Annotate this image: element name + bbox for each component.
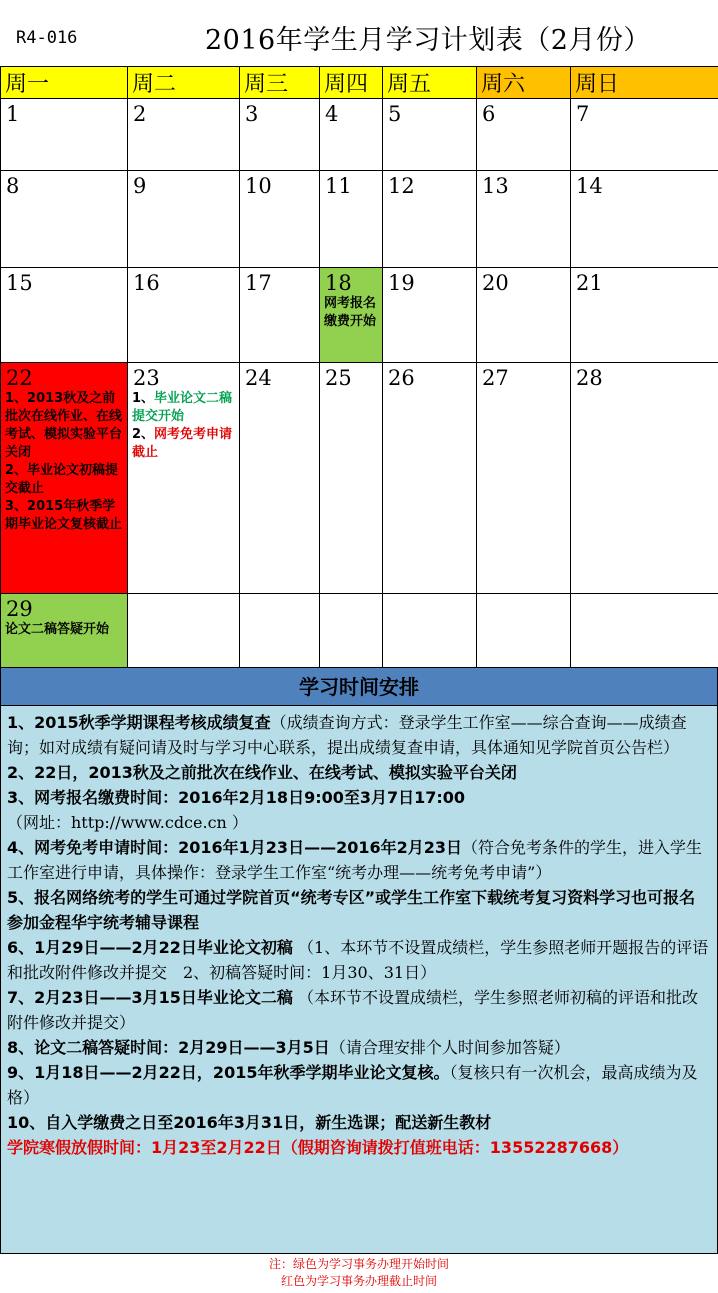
item-bold: 8、论文二稿答疑时间：2月29日——3月5日 — [7, 1038, 330, 1057]
weekday-fri: 周五 — [383, 67, 477, 99]
week-row-2 — [1, 171, 718, 268]
day-cell — [571, 171, 718, 268]
item-bold: 10、自入学缴费之日至2016年3月31日，新生选课；配送新生教材 — [7, 1113, 492, 1132]
day-number: 17 — [245, 271, 272, 295]
day-cell — [128, 268, 240, 363]
day-number: 29 — [6, 597, 33, 621]
item-detail: （符合免考条件的学生，进入学生工作室进行申请，具体操作：登录学生工作室“统考办理——统考免考申请”） — [7, 838, 703, 882]
weekday-sat: 周六 — [477, 67, 571, 99]
schedule-item-5 — [7, 885, 711, 935]
weekday-header-row — [1, 67, 718, 99]
week-row-3 — [1, 268, 718, 363]
day-cell-29-start — [1, 594, 128, 668]
day-cell — [240, 99, 320, 171]
day-cell — [477, 363, 571, 594]
day-number: 1 — [6, 102, 20, 126]
day-cell — [383, 363, 477, 594]
item-bold: 3、网考报名缴费时间：2016年2月18日9:00至3月7日17:00 — [7, 788, 466, 807]
day-number: 12 — [388, 174, 415, 198]
item-bold: 7、2月23日——3月15日毕业论文二稿 — [7, 988, 293, 1007]
empty-cell — [383, 594, 477, 668]
day-number: 9 — [133, 174, 147, 198]
note-prefix: 1、 — [132, 391, 155, 407]
empty-cell — [320, 594, 383, 668]
empty-cell — [571, 594, 718, 668]
schedule-item-4 — [7, 835, 711, 885]
item-detail: （1、本环节不设置成绩栏，学生参照老师开题报告的评语和批改附件修改并提交 2、初稿答疑时间：1月30、31日） — [7, 938, 709, 982]
day-cell-23 — [128, 363, 240, 594]
day-cell — [320, 363, 383, 594]
page-title: 2016年学生月学习计划表（2月份） — [205, 25, 651, 56]
day-number: 21 — [576, 271, 603, 295]
note-text-red: 网考免考申请截止 — [132, 427, 233, 461]
item-bold: 4、网考免考申请时间：2016年1月23日——2016年2月23日 — [7, 838, 462, 857]
day-cell — [128, 99, 240, 171]
item-bold: 5、报名网络统考的学生可通过学院首页“统考专区”或学生工作室下载统考复习资料学习也可报名参加金程华宇统考辅导课程 — [7, 888, 696, 932]
note-prefix: 2、 — [132, 427, 155, 443]
footnote-red-legend: 红色为学习事务办理截止时间 — [280, 1274, 437, 1288]
week-row-5 — [1, 594, 718, 668]
day-cell — [477, 268, 571, 363]
item-detail: （本环节不设置成绩栏，学生参照老师初稿的评语和批改附件修改并提交） — [7, 988, 699, 1032]
day-number: 20 — [482, 271, 509, 295]
note-text-green: 毕业论文二稿提交开始 — [132, 391, 233, 425]
day-number: 3 — [245, 102, 259, 126]
week-row-4 — [1, 363, 718, 594]
schedule-item-8 — [7, 1035, 711, 1060]
day-number: 2 — [133, 102, 147, 126]
day-cell — [1, 99, 128, 171]
day-cell — [383, 99, 477, 171]
day-cell — [240, 171, 320, 268]
day-number: 25 — [325, 366, 352, 390]
day-number: 26 — [388, 366, 415, 390]
day-number: 4 — [325, 102, 339, 126]
schedule-item-6 — [7, 935, 711, 985]
day-cell — [1, 171, 128, 268]
day-number: 22 — [6, 366, 33, 390]
empty-cell — [240, 594, 320, 668]
schedule-item-7 — [7, 985, 711, 1035]
item-bold: 1、2015秋季学期课程考核成绩复查 — [7, 713, 271, 732]
day-number: 18 — [325, 271, 352, 295]
day-number: 16 — [133, 271, 160, 295]
week-row-1 — [1, 99, 718, 171]
day-cell — [571, 268, 718, 363]
item-bold: 6、1月29日——2月22日毕业论文初稿 — [7, 938, 293, 957]
footnote-green-legend: 注：绿色为学习事务办理开始时间 — [268, 1257, 449, 1271]
schedule-item-10 — [7, 1110, 711, 1135]
event-note: 论文二稿答疑开始 — [5, 622, 110, 638]
day-cell — [320, 99, 383, 171]
day-cell — [477, 171, 571, 268]
day-cell — [240, 268, 320, 363]
item-detail: （复核只有一次机会，最高成绩为及格） — [7, 1063, 698, 1107]
day-cell-22-deadline — [1, 363, 128, 594]
schedule-item-9 — [7, 1060, 711, 1110]
footnote — [0, 1256, 718, 1290]
schedule-heading: 学习时间安排 — [1, 668, 717, 706]
weekday-mon: 周一 — [1, 67, 128, 99]
item-bold: 2、22日，2013秋及之前批次在线作业、在线考试、模拟实验平台关闭 — [7, 763, 517, 782]
schedule-section — [0, 667, 718, 1254]
day-number: 23 — [133, 366, 160, 390]
day-number: 24 — [245, 366, 272, 390]
holiday-text: 学院寒假放假时间：1月23至2月22日（假期咨询请拨打值班电话：13552287668） — [7, 1138, 629, 1157]
weekday-wed: 周三 — [240, 67, 320, 99]
weekday-sun: 周日 — [571, 67, 718, 99]
day-number: 19 — [388, 271, 415, 295]
day-cell — [128, 171, 240, 268]
day-number: 10 — [245, 174, 272, 198]
day-number: 14 — [576, 174, 603, 198]
header — [0, 0, 718, 66]
day-cell — [383, 171, 477, 268]
item-detail: （网址：http://www.cdce.cn ） — [7, 813, 248, 832]
day-number: 13 — [482, 174, 509, 198]
item-bold: 9、1月18日——2月22日，2015年秋季学期毕业论文复核。 — [7, 1063, 450, 1082]
item-detail: （请合理安排个人时间参加答疑） — [329, 1038, 570, 1057]
empty-cell — [477, 594, 571, 668]
day-cell — [383, 268, 477, 363]
schedule-body — [1, 706, 717, 1160]
day-cell-18-start — [320, 268, 383, 363]
weekday-tue: 周二 — [128, 67, 240, 99]
day-cell — [571, 99, 718, 171]
day-number: 15 — [6, 271, 33, 295]
day-cell — [1, 268, 128, 363]
day-number: 8 — [6, 174, 20, 198]
empty-cell — [128, 594, 240, 668]
day-number: 28 — [576, 366, 603, 390]
event-note: 3、2015年秋季学期毕业论文复核截止 — [5, 499, 123, 533]
day-number: 7 — [576, 102, 590, 126]
day-cell — [320, 171, 383, 268]
day-cell — [240, 363, 320, 594]
event-note-start — [128, 390, 239, 426]
schedule-item-1 — [7, 710, 711, 760]
day-cell — [477, 99, 571, 171]
day-number: 5 — [388, 102, 402, 126]
day-cell — [571, 363, 718, 594]
event-note: 2、毕业论文初稿提交截止 — [5, 463, 119, 497]
day-number: 27 — [482, 366, 509, 390]
form-code: R4-016 — [16, 28, 78, 48]
weekday-thu: 周四 — [320, 67, 383, 99]
event-note: 1、2013秋及之前批次在线作业、在线考试、模拟实验平台关闭 — [5, 391, 123, 461]
schedule-item-3 — [7, 785, 711, 835]
schedule-item-2 — [7, 760, 711, 785]
day-number: 6 — [482, 102, 496, 126]
day-number: 11 — [325, 174, 352, 198]
item-detail: （成绩查询方式：登录学生工作室——综合查询——成绩查询；如对成绩有疑问请及时与学习中心联系，提出成绩复查申请，具体通知见学院首页公告栏） — [7, 713, 687, 757]
calendar-table — [0, 66, 718, 668]
event-note-end — [128, 426, 239, 462]
event-note: 网考报名缴费开始 — [324, 296, 377, 330]
holiday-notice — [7, 1135, 711, 1160]
